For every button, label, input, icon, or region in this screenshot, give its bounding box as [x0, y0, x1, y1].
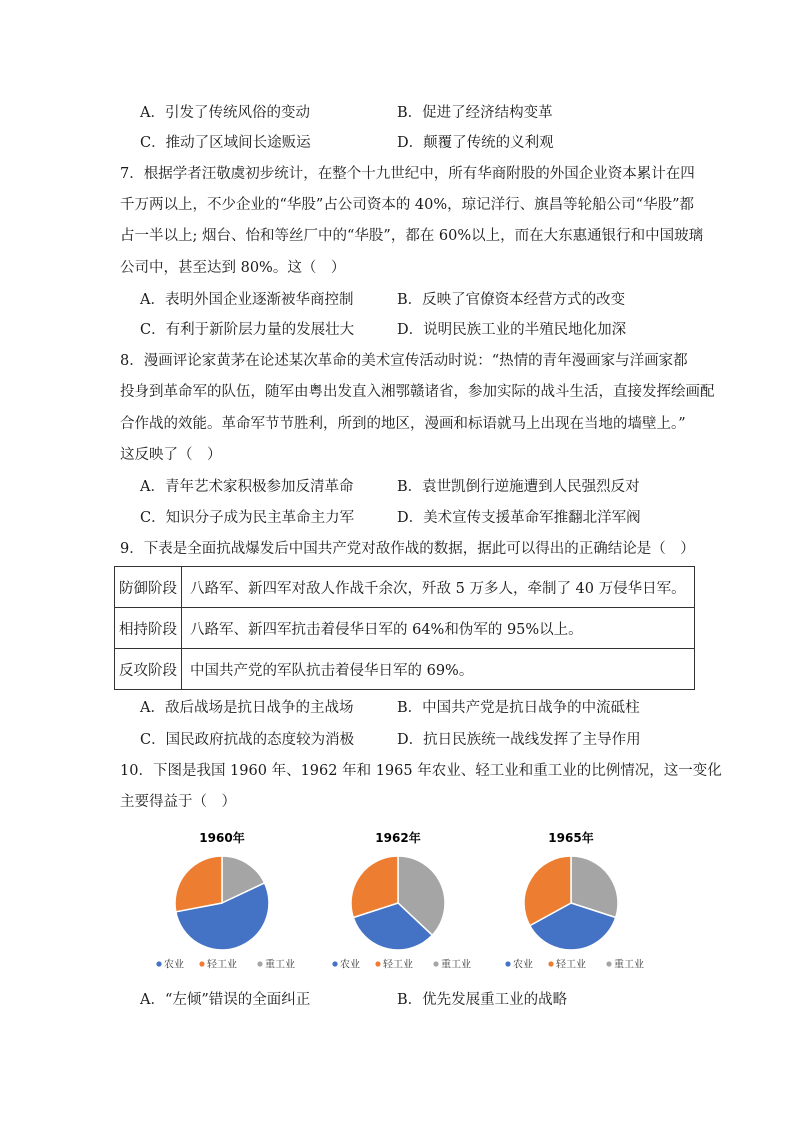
q8-stem-line-4: 这反映了（ ） — [120, 447, 222, 463]
pie-chart-svg — [323, 826, 473, 976]
legend-label: 农业 — [164, 959, 184, 971]
legend-label: 轻工业 — [383, 959, 413, 971]
pie-slice-轻工业 — [175, 856, 222, 912]
pie-chart-1960 — [147, 826, 297, 976]
pie-chart-1965 — [496, 826, 646, 976]
q7-stem-line-4: 公司中，甚至达到 80%。这（ ） — [120, 260, 346, 276]
legend-label: 重工业 — [441, 959, 471, 971]
q10-stem-line-2: 主要得益于（ ） — [120, 794, 236, 810]
q8-stem-line-3: 合作战的效能。革命军节节胜利，所到的地区，漫画和标语就马上出现在当地的墙壁上。” — [120, 416, 686, 432]
legend-marker — [156, 961, 161, 966]
q6-option-a: A．引发了传统风俗的变动 — [140, 105, 310, 121]
q9-stem: 9．下表是全面抗战爆发后中国共产党对敌作战的数据，据此可以得出的正确结论是（ ） — [120, 541, 695, 557]
q7-stem-line-2: 千万两以上，不少企业的“华股”占公司资本的 40%，琼记洋行、旗昌等轮船公司“华股”都 — [120, 197, 694, 213]
content-cell: 八路军、新四军抗击着侵华日军的 64%和伪军的 95%以上。 — [182, 608, 695, 649]
q8-option-a: A．青年艺术家积极参加反清革命 — [140, 479, 354, 495]
stage-cell: 相持阶段 — [115, 608, 182, 649]
legend-label: 重工业 — [265, 959, 295, 971]
pie-chart-svg — [147, 826, 297, 976]
legend-label: 轻工业 — [556, 959, 586, 971]
q8-stem-line-1: 8．漫画评论家黄茅在论述某次革命的美术宣传活动时说：“热情的青年漫画家与洋画家都 — [120, 353, 688, 369]
legend-marker — [433, 961, 438, 966]
legend-marker — [199, 961, 204, 966]
q8-option-d: D．美术宣传支援革命军推翻北洋军阀 — [397, 510, 641, 526]
q8-option-c: C．知识分子成为民主革命主力军 — [140, 510, 355, 526]
q6-option-c: C．推动了区域间长途贩运 — [140, 135, 311, 151]
q10-option-b: B．优先发展重工业的战略 — [397, 992, 568, 1008]
chart-title: 1960年 — [199, 831, 245, 845]
q10-stem-line-1: 10．下图是我国 1960 年、1962 年和 1965 年农业、轻工业和重工业的比例情况，这一变化 — [120, 763, 722, 779]
legend-label: 农业 — [340, 959, 360, 971]
q9-option-c: C．国民政府抗战的态度较为消极 — [140, 732, 355, 748]
q9-option-b: B．中国共产党是抗日战争的中流砥柱 — [397, 700, 640, 716]
q9-data-table — [114, 566, 695, 690]
legend-label: 重工业 — [614, 959, 644, 971]
legend-label: 农业 — [513, 959, 533, 971]
legend-marker — [606, 961, 611, 966]
q7-option-d: D．说明民族工业的半殖民地化加深 — [397, 322, 627, 338]
legend-marker — [375, 961, 380, 966]
content-cell: 八路军、新四军对敌人作战千余次，歼敌 5 万多人，牵制了 40 万侵华日军。 — [182, 567, 695, 608]
q6-option-b: B．促进了经济结构变革 — [397, 105, 553, 121]
table-row — [115, 567, 695, 608]
q7-stem-line-1: 7．根据学者汪敬虞初步统计，在整个十九世纪中，所有华商附股的外国企业资本累计在四 — [120, 166, 695, 182]
legend-marker — [548, 961, 553, 966]
q8-option-b: B．袁世凯倒行逆施遭到人民强烈反对 — [397, 479, 640, 495]
table-row — [115, 649, 695, 690]
table-row — [115, 608, 695, 649]
q9-option-a: A．敌后战场是抗日战争的主战场 — [140, 700, 354, 716]
q7-option-c: C．有利于新阶层力量的发展壮大 — [140, 322, 355, 338]
stage-cell: 防御阶段 — [115, 567, 182, 608]
pie-chart-svg — [496, 826, 646, 976]
chart-title: 1965年 — [548, 831, 594, 845]
chart-title: 1962年 — [375, 831, 421, 845]
content-cell: 中国共产党的军队抗击着侵华日军的 69%。 — [182, 649, 695, 690]
q8-stem-line-2: 投身到革命军的队伍，随军由粤出发直入湘鄂赣诸省，参加实际的战斗生活，直接发挥绘画配 — [120, 384, 715, 400]
stage-cell: 反攻阶段 — [115, 649, 182, 690]
q9-option-d: D．抗日民族统一战线发挥了主导作用 — [397, 732, 641, 748]
q7-option-b: B．反映了官僚资本经营方式的改变 — [397, 292, 626, 308]
legend-marker — [257, 961, 262, 966]
q7-stem-line-3: 占一半以上; 烟台、怡和等丝厂中的“华股”，都在 60%以上，而在大东惠通银行和中国玻璃 — [120, 228, 704, 244]
legend-marker — [505, 961, 510, 966]
legend-label: 轻工业 — [207, 959, 237, 971]
q10-option-a: A．“左倾”错误的全面纠正 — [140, 992, 311, 1008]
q7-option-a: A．表明外国企业逐渐被华商控制 — [140, 292, 354, 308]
legend-marker — [332, 961, 337, 966]
pie-chart-1962 — [323, 826, 473, 976]
q6-option-d: D．颠覆了传统的义利观 — [397, 135, 554, 151]
